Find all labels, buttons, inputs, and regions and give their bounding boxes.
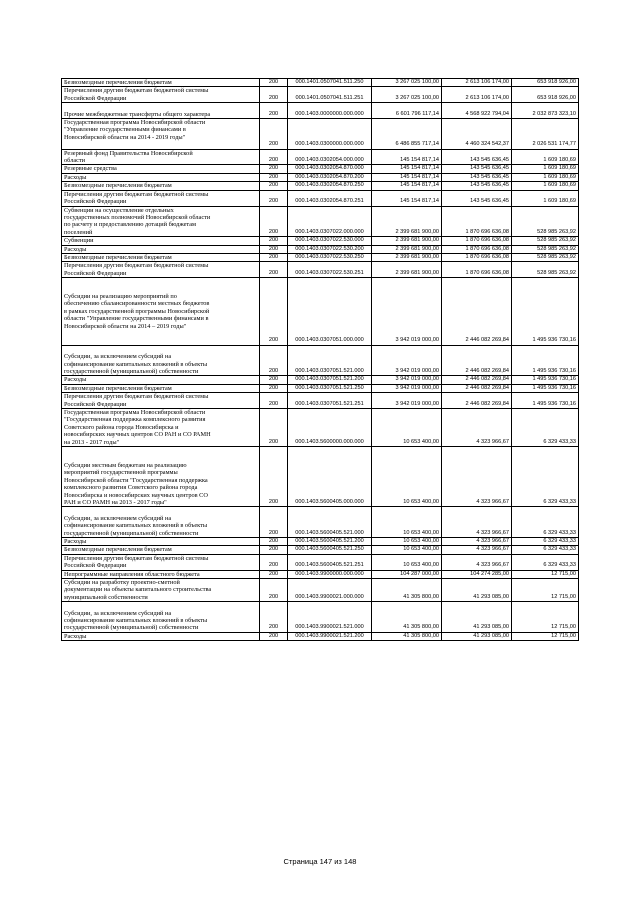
table-row bbox=[62, 245, 579, 253]
row-name-line: на 2013 - 2017 годы" bbox=[64, 438, 120, 446]
row-value-2-cell: 4 323 966,67 bbox=[442, 447, 512, 507]
row-classification-cell: 000.1403.5600405.000.000 bbox=[288, 447, 372, 507]
row-value-1-cell: 145 154 817,14 bbox=[372, 165, 442, 173]
row-value-2-cell: 143 545 636,45 bbox=[442, 165, 512, 173]
row-value-1-cell: 41 305 800,00 bbox=[372, 579, 442, 602]
row-code-cell: 200 bbox=[260, 447, 288, 507]
row-name-line: Прочие межбюджетные трансферты общего характера bbox=[64, 110, 211, 118]
row-name-cell bbox=[62, 87, 260, 103]
row-code-cell: 200 bbox=[260, 570, 288, 578]
row-value-3-cell: 6 329 433,33 bbox=[512, 546, 579, 554]
row-value-3-cell: 1 609 180,69 bbox=[512, 173, 579, 181]
row-name-line: Российской Федерации bbox=[64, 198, 127, 206]
row-name-cell bbox=[62, 190, 260, 206]
row-name-line: Перечисления другим бюджетам бюджетной системы bbox=[64, 262, 209, 270]
row-code-cell: 200 bbox=[260, 602, 288, 633]
row-name-cell bbox=[62, 345, 260, 376]
row-value-1-cell: 3 267 025 100,00 bbox=[372, 79, 442, 87]
row-name-cell bbox=[62, 245, 260, 253]
row-classification-cell: 000.1403.0302054.000.000 bbox=[288, 149, 372, 165]
row-classification-cell: 000.1403.0307051.000.000 bbox=[288, 278, 372, 346]
row-value-3-cell: 653 918 926,00 bbox=[512, 79, 579, 87]
row-value-3-cell: 6 329 433,33 bbox=[512, 537, 579, 545]
row-name-line: в рамках государственной программы Новосибирской bbox=[64, 307, 210, 315]
row-classification-cell: 000.1403.9900021.521.200 bbox=[288, 632, 372, 640]
row-value-1-cell: 3 942 019 000,00 bbox=[372, 393, 442, 409]
row-value-3-cell: 6 329 433,33 bbox=[512, 409, 579, 447]
table-row bbox=[62, 409, 579, 447]
row-name-line: Безвозмездные перечисления бюджетам bbox=[64, 253, 172, 261]
row-name-line: Субвенции bbox=[64, 237, 94, 245]
row-value-2-cell: 2 613 106 174,00 bbox=[442, 87, 512, 103]
row-name-cell bbox=[62, 253, 260, 261]
row-name-line: Субсидии на разработку проектно-сметной bbox=[64, 579, 180, 586]
row-name-line: Новосибирской области "Государственная поддержка bbox=[64, 476, 208, 484]
row-code-cell: 200 bbox=[260, 206, 288, 237]
row-value-3-cell: 12 715,00 bbox=[512, 602, 579, 633]
table-row bbox=[62, 384, 579, 392]
row-code-cell: 200 bbox=[260, 278, 288, 346]
row-value-1-cell: 2 399 681 900,00 bbox=[372, 237, 442, 245]
row-name-line: Расходы bbox=[64, 537, 87, 545]
row-code-cell: 200 bbox=[260, 87, 288, 103]
row-name-line: Расходы bbox=[64, 376, 87, 384]
row-classification-cell: 000.1403.5600405.521.251 bbox=[288, 554, 372, 570]
row-classification-cell: 000.1403.0000000.000.000 bbox=[288, 103, 372, 119]
row-classification-cell: 000.1403.0307022.530.250 bbox=[288, 253, 372, 261]
row-value-1-cell: 6 486 855 717,14 bbox=[372, 119, 442, 150]
row-value-1-cell: 41 305 800,00 bbox=[372, 602, 442, 633]
row-value-3-cell: 12 715,00 bbox=[512, 632, 579, 640]
row-classification-cell: 000.1403.0307022.530.200 bbox=[288, 245, 372, 253]
row-value-2-cell: 2 446 082 269,84 bbox=[442, 376, 512, 384]
row-name-line: муниципальной собственности bbox=[64, 593, 148, 601]
row-name-cell bbox=[62, 632, 260, 640]
row-code-cell: 200 bbox=[260, 376, 288, 384]
row-name-line: государственных полномочий Новосибирской области bbox=[64, 213, 211, 221]
row-value-1-cell: 3 267 025 100,00 bbox=[372, 87, 442, 103]
row-name-line: Перечисления другим бюджетам бюджетной системы bbox=[64, 393, 209, 401]
row-value-1-cell: 145 154 817,14 bbox=[372, 190, 442, 206]
row-value-1-cell: 145 154 817,14 bbox=[372, 173, 442, 181]
row-value-2-cell: 143 545 636,45 bbox=[442, 149, 512, 165]
row-value-3-cell: 528 985 263,92 bbox=[512, 206, 579, 237]
row-name-line: Резервные средства bbox=[64, 165, 117, 173]
table-row bbox=[62, 165, 579, 173]
row-code-cell: 200 bbox=[260, 546, 288, 554]
row-name-line: Новосибирской области на 2014 – 2019 годы" bbox=[64, 322, 187, 330]
row-name-line: области bbox=[64, 157, 86, 165]
row-value-3-cell: 1 609 180,69 bbox=[512, 165, 579, 173]
row-classification-cell: 000.1403.0307051.521.251 bbox=[288, 393, 372, 409]
row-name-line: мероприятий государственной программы bbox=[64, 469, 178, 477]
row-name-line: софинансирование капитальных вложений в объекты bbox=[64, 522, 208, 530]
row-value-3-cell: 1 609 180,69 bbox=[512, 149, 579, 165]
row-value-1-cell: 2 399 681 900,00 bbox=[372, 253, 442, 261]
row-name-line: поселений bbox=[64, 228, 93, 236]
row-value-1-cell: 3 942 019 000,00 bbox=[372, 345, 442, 376]
row-value-2-cell: 2 446 082 269,84 bbox=[442, 384, 512, 392]
row-name-cell bbox=[62, 103, 260, 119]
row-name-line: софинансирование капитальных вложений в объекты bbox=[64, 617, 208, 625]
row-code-cell: 200 bbox=[260, 345, 288, 376]
row-classification-cell: 000.1401.0507041.511.250 bbox=[288, 79, 372, 87]
row-name-line: Государственная программа Новосибирской области bbox=[64, 409, 206, 417]
row-name-line: Субвенции на осуществление отдельных bbox=[64, 206, 174, 214]
row-name-line bbox=[64, 286, 257, 293]
row-name-line: обеспечению сбалансированности местных бюджетов bbox=[64, 300, 210, 308]
row-classification-cell: 000.1403.5600405.521.000 bbox=[288, 507, 372, 538]
row-classification-cell: 000.1403.0302054.870.000 bbox=[288, 165, 372, 173]
row-name-cell bbox=[62, 149, 260, 165]
table-row bbox=[62, 173, 579, 181]
row-name-line bbox=[64, 278, 257, 285]
row-value-2-cell: 143 545 636,45 bbox=[442, 182, 512, 190]
row-value-2-cell: 1 870 696 636,08 bbox=[442, 245, 512, 253]
row-classification-cell: 000.1403.5600000.000.000 bbox=[288, 409, 372, 447]
row-classification-cell: 000.1401.0507041.511.251 bbox=[288, 87, 372, 103]
row-classification-cell: 000.1403.0307022.530.251 bbox=[288, 262, 372, 278]
row-name-line: государственной (муниципальной) собственности bbox=[64, 624, 199, 632]
row-code-cell: 200 bbox=[260, 79, 288, 87]
row-name-line: Российской Федерации bbox=[64, 94, 127, 102]
table-row bbox=[62, 632, 579, 640]
row-value-2-cell: 2 446 082 269,84 bbox=[442, 393, 512, 409]
row-value-3-cell: 1 495 936 730,16 bbox=[512, 384, 579, 392]
row-name-line: Субсидии, за исключением субсидий на bbox=[64, 514, 172, 522]
row-name-line: Расходы bbox=[64, 173, 87, 181]
row-classification-cell: 000.1403.0300000.000.000 bbox=[288, 119, 372, 150]
row-code-cell: 200 bbox=[260, 384, 288, 392]
table-row bbox=[62, 278, 579, 346]
row-classification-cell: 000.1403.0307051.521.000 bbox=[288, 345, 372, 376]
table-row bbox=[62, 87, 579, 103]
row-value-1-cell: 2 399 681 900,00 bbox=[372, 245, 442, 253]
row-value-3-cell: 2 026 531 174,77 bbox=[512, 119, 579, 150]
row-value-1-cell: 10 653 400,00 bbox=[372, 409, 442, 447]
row-name-cell bbox=[62, 579, 260, 602]
row-value-2-cell: 41 293 085,00 bbox=[442, 632, 512, 640]
row-name-line bbox=[64, 602, 257, 609]
row-classification-cell: 000.1403.0307051.521.200 bbox=[288, 376, 372, 384]
row-name-cell bbox=[62, 206, 260, 237]
row-value-1-cell: 10 653 400,00 bbox=[372, 554, 442, 570]
row-value-1-cell: 2 399 681 900,00 bbox=[372, 262, 442, 278]
row-name-cell bbox=[62, 447, 260, 507]
row-code-cell: 200 bbox=[260, 262, 288, 278]
row-name-line: комплексного развития Советского района города bbox=[64, 484, 198, 492]
row-code-cell: 200 bbox=[260, 173, 288, 181]
row-value-3-cell: 653 918 926,00 bbox=[512, 87, 579, 103]
row-name-cell bbox=[62, 119, 260, 150]
row-value-3-cell: 528 985 263,92 bbox=[512, 237, 579, 245]
table-row bbox=[62, 79, 579, 87]
row-value-2-cell: 143 545 636,45 bbox=[442, 190, 512, 206]
row-name-line: государственной (муниципальной) собственности bbox=[64, 529, 199, 537]
row-name-line bbox=[64, 330, 257, 337]
row-name-cell bbox=[62, 384, 260, 392]
table-row bbox=[62, 393, 579, 409]
row-code-cell: 200 bbox=[260, 119, 288, 150]
row-name-line bbox=[64, 447, 257, 454]
row-value-2-cell: 4 323 966,67 bbox=[442, 409, 512, 447]
row-value-3-cell: 6 329 433,33 bbox=[512, 507, 579, 538]
row-value-3-cell: 1 609 180,69 bbox=[512, 190, 579, 206]
row-name-line bbox=[64, 103, 257, 110]
row-name-cell bbox=[62, 262, 260, 278]
row-value-2-cell: 2 446 082 269,84 bbox=[442, 345, 512, 376]
row-classification-cell: 000.1403.0307051.521.250 bbox=[288, 384, 372, 392]
row-value-3-cell: 1 495 936 730,16 bbox=[512, 393, 579, 409]
row-code-cell: 200 bbox=[260, 507, 288, 538]
table-row bbox=[62, 602, 579, 633]
row-code-cell: 200 bbox=[260, 149, 288, 165]
row-name-line: Субсидии на реализацию мероприятий по bbox=[64, 292, 177, 300]
row-value-3-cell: 1 495 936 730,16 bbox=[512, 376, 579, 384]
row-value-2-cell: 1 870 696 636,08 bbox=[442, 206, 512, 237]
row-classification-cell: 000.1403.9900021.000.000 bbox=[288, 579, 372, 602]
row-classification-cell: 000.1403.0307022.530.000 bbox=[288, 237, 372, 245]
row-value-3-cell: 1 495 936 730,16 bbox=[512, 278, 579, 346]
row-code-cell: 200 bbox=[260, 253, 288, 261]
row-value-3-cell: 6 329 433,33 bbox=[512, 554, 579, 570]
row-code-cell: 200 bbox=[260, 182, 288, 190]
row-classification-cell: 000.1403.0307022.000.000 bbox=[288, 206, 372, 237]
row-name-line: новосибирских научных центров СО РАН и СО РАМН bbox=[64, 431, 211, 439]
row-name-line: Субсидии местным бюджетам на реализацию bbox=[64, 461, 187, 469]
row-name-line: по расчету и предоставлению дотаций бюджетам bbox=[64, 221, 197, 229]
row-code-cell: 200 bbox=[260, 103, 288, 119]
row-name-line: Субсидии, за исключением субсидий на bbox=[64, 353, 172, 361]
row-value-2-cell: 4 460 324 542,37 bbox=[442, 119, 512, 150]
row-name-line: Расходы bbox=[64, 245, 87, 253]
row-classification-cell: 000.1403.0302054.870.200 bbox=[288, 173, 372, 181]
row-code-cell: 200 bbox=[260, 409, 288, 447]
row-name-cell bbox=[62, 393, 260, 409]
row-classification-cell: 000.1403.0302054.870.250 bbox=[288, 182, 372, 190]
row-value-3-cell: 528 985 263,92 bbox=[512, 262, 579, 278]
table-row bbox=[62, 537, 579, 545]
row-code-cell: 200 bbox=[260, 537, 288, 545]
row-name-cell bbox=[62, 537, 260, 545]
row-name-line: Безвозмездные перечисления бюджетам bbox=[64, 546, 172, 554]
row-value-1-cell: 6 601 796 117,14 bbox=[372, 103, 442, 119]
row-name-cell bbox=[62, 278, 260, 346]
table-body bbox=[62, 79, 579, 641]
row-name-line: Расходы bbox=[64, 632, 87, 640]
row-name-line bbox=[64, 141, 257, 148]
row-name-line bbox=[64, 346, 257, 353]
row-name-line: Российской Федерации bbox=[64, 400, 127, 408]
row-name-cell bbox=[62, 602, 260, 633]
row-name-line: софинансирование капитальных вложений в объекты bbox=[64, 360, 208, 368]
row-value-1-cell: 41 305 800,00 bbox=[372, 632, 442, 640]
table-row bbox=[62, 579, 579, 602]
table-row bbox=[62, 182, 579, 190]
row-code-cell: 200 bbox=[260, 393, 288, 409]
row-name-line: области "Управление государственными финансами в bbox=[64, 315, 209, 323]
row-classification-cell: 000.1403.5600405.521.250 bbox=[288, 546, 372, 554]
table-row bbox=[62, 570, 579, 578]
row-value-2-cell: 1 870 696 636,08 bbox=[442, 237, 512, 245]
row-name-line: Новосибирской области на 2014 - 2019 годы" bbox=[64, 133, 186, 141]
row-name-line: "Управление государственными финансами в bbox=[64, 126, 186, 134]
row-value-1-cell: 10 653 400,00 bbox=[372, 546, 442, 554]
row-value-1-cell: 2 399 681 900,00 bbox=[372, 206, 442, 237]
row-value-1-cell: 104 287 000,00 bbox=[372, 570, 442, 578]
row-value-2-cell: 143 545 636,45 bbox=[442, 173, 512, 181]
row-name-line bbox=[64, 507, 257, 514]
row-name-line bbox=[64, 337, 257, 344]
table-row bbox=[62, 345, 579, 376]
row-value-3-cell: 6 329 433,33 bbox=[512, 447, 579, 507]
row-value-3-cell: 12 715,00 bbox=[512, 570, 579, 578]
row-value-1-cell: 3 942 019 000,00 bbox=[372, 384, 442, 392]
row-name-line bbox=[64, 455, 257, 462]
row-value-1-cell: 10 653 400,00 bbox=[372, 507, 442, 538]
row-name-cell bbox=[62, 182, 260, 190]
row-name-line: документации на объекты капитального строительства bbox=[64, 586, 212, 594]
row-name-cell bbox=[62, 173, 260, 181]
row-name-cell bbox=[62, 237, 260, 245]
row-value-2-cell: 4 568 922 794,04 bbox=[442, 103, 512, 119]
row-value-2-cell: 4 323 966,67 bbox=[442, 554, 512, 570]
row-name-line: Безвозмездные перечисления бюджетам bbox=[64, 384, 172, 392]
row-name-cell bbox=[62, 570, 260, 578]
row-value-2-cell: 2 446 082 269,84 bbox=[442, 278, 512, 346]
row-name-cell bbox=[62, 507, 260, 538]
budget-table bbox=[61, 78, 579, 641]
row-name-line: Новосибирска и новосибирских научных центров СО bbox=[64, 491, 208, 499]
row-name-line: Безвозмездные перечисления бюджетам bbox=[64, 182, 172, 190]
row-name-line: РАН и СО РАМН на 2013 - 2017 годы" bbox=[64, 498, 167, 506]
row-name-line: Субсидии, за исключением субсидий на bbox=[64, 609, 172, 617]
row-name-cell bbox=[62, 409, 260, 447]
row-name-line: Советского района города Новосибирска и bbox=[64, 423, 179, 431]
row-value-2-cell: 1 870 696 636,08 bbox=[442, 253, 512, 261]
row-name-line: Перечисления другим бюджетам бюджетной системы bbox=[64, 554, 209, 562]
table-row bbox=[62, 237, 579, 245]
row-value-2-cell: 4 323 966,67 bbox=[442, 537, 512, 545]
row-value-2-cell: 41 293 085,00 bbox=[442, 579, 512, 602]
row-code-cell: 200 bbox=[260, 245, 288, 253]
row-value-2-cell: 2 613 106 174,00 bbox=[442, 79, 512, 87]
row-name-line: Государственная программа Новосибирской области bbox=[64, 119, 206, 127]
row-name-line: Непрограммные направления областного бюджета bbox=[64, 570, 200, 578]
row-value-2-cell: 1 870 696 636,08 bbox=[442, 262, 512, 278]
row-value-2-cell: 4 323 966,67 bbox=[442, 507, 512, 538]
table-row bbox=[62, 190, 579, 206]
table-row bbox=[62, 376, 579, 384]
page-footer: Страница 147 из 148 bbox=[283, 857, 357, 866]
row-name-line: Российской Федерации bbox=[64, 562, 127, 570]
row-value-2-cell: 41 293 085,00 bbox=[442, 602, 512, 633]
row-code-cell: 200 bbox=[260, 632, 288, 640]
table-row bbox=[62, 447, 579, 507]
row-name-line: Перечисления другим бюджетам бюджетной системы bbox=[64, 87, 209, 95]
row-name-cell bbox=[62, 376, 260, 384]
row-name-cell bbox=[62, 165, 260, 173]
table-row bbox=[62, 507, 579, 538]
table-row bbox=[62, 262, 579, 278]
row-classification-cell: 000.1403.5600405.521.200 bbox=[288, 537, 372, 545]
row-code-cell: 200 bbox=[260, 165, 288, 173]
row-name-cell bbox=[62, 554, 260, 570]
table-row bbox=[62, 206, 579, 237]
row-value-1-cell: 3 942 019 000,00 bbox=[372, 376, 442, 384]
row-classification-cell: 000.1403.9900000.000.000 bbox=[288, 570, 372, 578]
row-value-3-cell: 528 985 263,92 bbox=[512, 253, 579, 261]
row-value-3-cell: 1 495 936 730,16 bbox=[512, 345, 579, 376]
row-name-line: государственной (муниципальной) собственности bbox=[64, 368, 199, 376]
row-value-1-cell: 145 154 817,14 bbox=[372, 182, 442, 190]
row-value-2-cell: 104 274 285,00 bbox=[442, 570, 512, 578]
table-row bbox=[62, 554, 579, 570]
row-value-1-cell: 10 653 400,00 bbox=[372, 447, 442, 507]
row-name-line: Безвозмездные перечисления бюджетам bbox=[64, 79, 172, 86]
row-classification-cell: 000.1403.9900021.521.000 bbox=[288, 602, 372, 633]
row-name-line: "Государственная поддержка комплексного развития bbox=[64, 416, 206, 424]
table-row bbox=[62, 119, 579, 150]
row-name-line: Российской Федерации bbox=[64, 269, 127, 277]
row-value-3-cell: 528 985 263,92 bbox=[512, 245, 579, 253]
row-value-2-cell: 4 323 966,67 bbox=[442, 546, 512, 554]
row-name-line: Резервный фонд Правительства Новосибирской bbox=[64, 149, 193, 157]
row-value-1-cell: 3 942 019 000,00 bbox=[372, 278, 442, 346]
row-value-3-cell: 1 609 180,69 bbox=[512, 182, 579, 190]
row-code-cell: 200 bbox=[260, 237, 288, 245]
row-classification-cell: 000.1403.0302054.870.251 bbox=[288, 190, 372, 206]
row-value-3-cell: 12 715,00 bbox=[512, 579, 579, 602]
table-row bbox=[62, 149, 579, 165]
row-value-1-cell: 10 653 400,00 bbox=[372, 537, 442, 545]
row-code-cell: 200 bbox=[260, 554, 288, 570]
row-value-1-cell: 145 154 817,14 bbox=[372, 149, 442, 165]
table-row bbox=[62, 103, 579, 119]
row-name-cell bbox=[62, 79, 260, 87]
row-code-cell: 200 bbox=[260, 190, 288, 206]
row-code-cell: 200 bbox=[260, 579, 288, 602]
row-value-3-cell: 2 032 873 323,10 bbox=[512, 103, 579, 119]
table-row bbox=[62, 253, 579, 261]
table-row bbox=[62, 546, 579, 554]
row-name-cell bbox=[62, 546, 260, 554]
row-name-line: Перечисления другим бюджетам бюджетной системы bbox=[64, 190, 209, 198]
